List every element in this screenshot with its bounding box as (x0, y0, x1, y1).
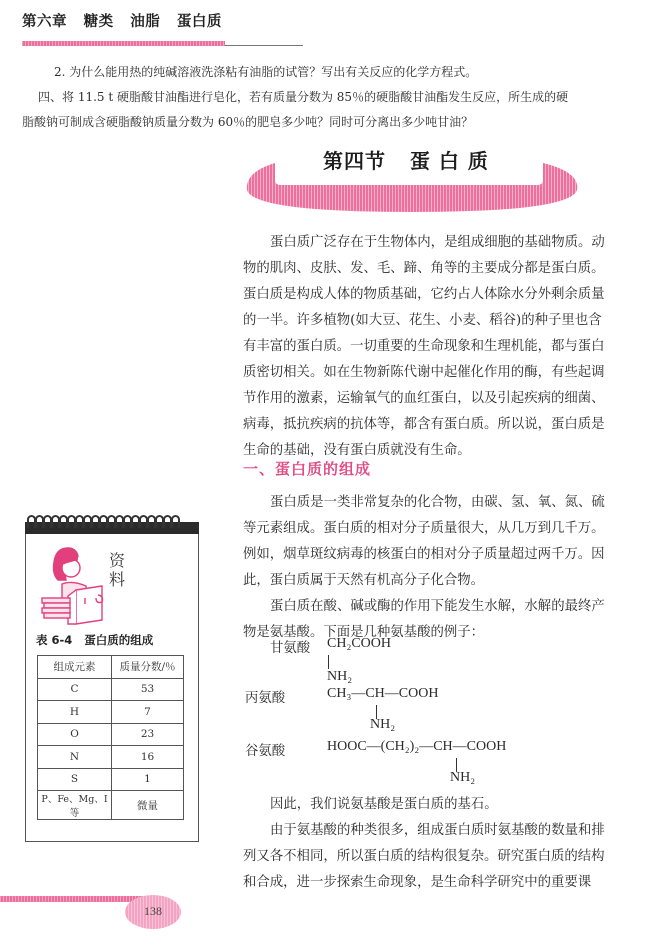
paragraph-line: 物是氨基酸。下面是几种氨基酸的例子： (243, 625, 485, 640)
column-header-mass-fraction: 质量分数/％ (112, 656, 184, 679)
mass-fraction-cell: 微量 (112, 791, 184, 820)
mass-fraction-cell: 53 (112, 678, 184, 701)
reference-label-line-1: 资 (109, 551, 126, 570)
column-header-element: 组成元素 (38, 656, 112, 679)
intro-line: 生命的基础，没有蛋白质就没有生命。 (243, 443, 471, 458)
bond-line (328, 655, 329, 669)
exercise-question-4-line-1: 四、将 11.5 t 硬脂酸甘油酯进行皂化，若有质量分数为 85％的硬脂酸甘油酯发生反应，所生成的硬 (38, 90, 569, 104)
mass-fraction-cell: 23 (112, 723, 184, 746)
intro-line: 节作用的激素，运输氧气的血红蛋白，以及引起疾病的细菌、 (243, 391, 605, 406)
section-title: 第四节 蛋 白 质 (323, 149, 489, 173)
formula-glycine-amino: NH₂ (327, 669, 353, 684)
table-row (38, 791, 184, 820)
intro-line: 病毒，抵抗疾病的抗体等，都含有蛋白质。所以说，蛋白质是 (243, 417, 605, 432)
formula-glutamic-acid: HOOC—(CH₂)₂—CH—COOH (327, 739, 507, 754)
reference-label-line-2: 料 (109, 570, 126, 589)
exercise-question-4-line-2: 脂酸钠可制成含硬脂酸钠质量分数为 60％的肥皂多少吨？同时可分离出多少吨甘油？ (22, 115, 474, 129)
exercise-question-2: 2. 为什么能用热的纯碱溶液洗涤粘有油脂的试管？写出有关反应的化学方程式。 (54, 65, 478, 79)
element-cell: P、Fe、Mg、I 等 (38, 791, 112, 820)
intro-line: 蛋白质广泛存在于生物体内，是组成细胞的基础物质。动 (270, 235, 605, 250)
amino-acid-name-glutamic-acid: 谷氨酸 (245, 744, 286, 759)
paragraph-line: 和合成，进一步探索生命现象，是生命科学研究中的重要课 (243, 875, 592, 890)
table-caption: 表 6-4 蛋白质的组成 (36, 633, 154, 647)
table-row (38, 723, 184, 746)
composition-paragraph (243, 490, 618, 594)
protein-composition-table (37, 655, 184, 820)
intro-line: 的一半。许多植物(如大豆、花生、小麦、稻谷)的种子里也含 (243, 313, 602, 328)
mass-fraction-cell: 7 (112, 701, 184, 724)
intro-line: 质密切相关。如在生物新陈代谢中起催化作用的酶，有些起调 (243, 365, 605, 380)
paragraph-line: 蛋白质在酸、碱或酶的作用下能发生水解，水解的最终产 (270, 599, 605, 614)
amino-acid-name-glycine: 甘氨酸 (270, 641, 311, 656)
spiral-binding-icon (27, 515, 179, 531)
conclusion-paragraph (243, 792, 618, 896)
element-cell: S (38, 768, 112, 791)
table-header-row (38, 656, 184, 679)
table-row (38, 768, 184, 791)
formula-glutamic-acid-amino: NH₂ (450, 770, 476, 785)
paragraph-line: 等元素组成。蛋白质的相对分子质量很大，从几万到几千万。 (243, 521, 605, 536)
paragraph-line: 由于氨基酸的种类很多，组成蛋白质时氨基酸的数量和排 (270, 823, 605, 838)
chapter-title: 第六章 糖类 油脂 蛋白质 (22, 14, 222, 30)
formula-alanine: CH₃—CH—COOH (327, 686, 439, 701)
element-cell: N (38, 746, 112, 769)
mass-fraction-cell: 16 (112, 746, 184, 769)
paragraph-line: 例如，烟草斑纹病毒的核蛋白的相对分子质量超过两千万。因 (243, 547, 605, 562)
intro-line: 物的肌肉、皮肤、发、毛、蹄、角等的主要成分都是蛋白质。 (243, 261, 605, 276)
paragraph-line: 蛋白质是一类非常复杂的化合物，由碳、氢、氧、氮、硫 (270, 495, 605, 510)
page-number: 138 (144, 904, 162, 918)
table-row (38, 746, 184, 769)
formula-glycine: CH₂COOH (327, 636, 391, 651)
paragraph-line: 列又各不相同，所以蛋白质的结构很复杂。研究蛋白质的结构 (243, 849, 605, 864)
table-row (38, 678, 184, 701)
intro-paragraph (243, 230, 618, 464)
element-cell: O (38, 723, 112, 746)
table-row (38, 701, 184, 724)
element-cell: C (38, 678, 112, 701)
header-rule (225, 45, 303, 46)
intro-line: 蛋白质是构成人体的物质基础，它约占人体除水分外剩余质量 (243, 287, 605, 302)
footer-decorative-bar (0, 896, 150, 902)
element-cell: H (38, 701, 112, 724)
mass-fraction-cell: 1 (112, 768, 184, 791)
paragraph-line: 此，蛋白质属于天然有机高分子化合物。 (243, 573, 485, 588)
header-decorative-bar (22, 41, 225, 46)
intro-line: 有丰富的蛋白质。一切重要的生命现象和生理机能，都与蛋白 (243, 339, 605, 354)
subsection-heading: 一、蛋白质的组成 (243, 460, 372, 478)
formula-alanine-amino: NH₂ (370, 717, 396, 732)
amino-acid-name-alanine: 丙氨酸 (245, 691, 286, 706)
paragraph-line: 因此，我们说氨基酸是蛋白质的基石。 (270, 797, 498, 812)
